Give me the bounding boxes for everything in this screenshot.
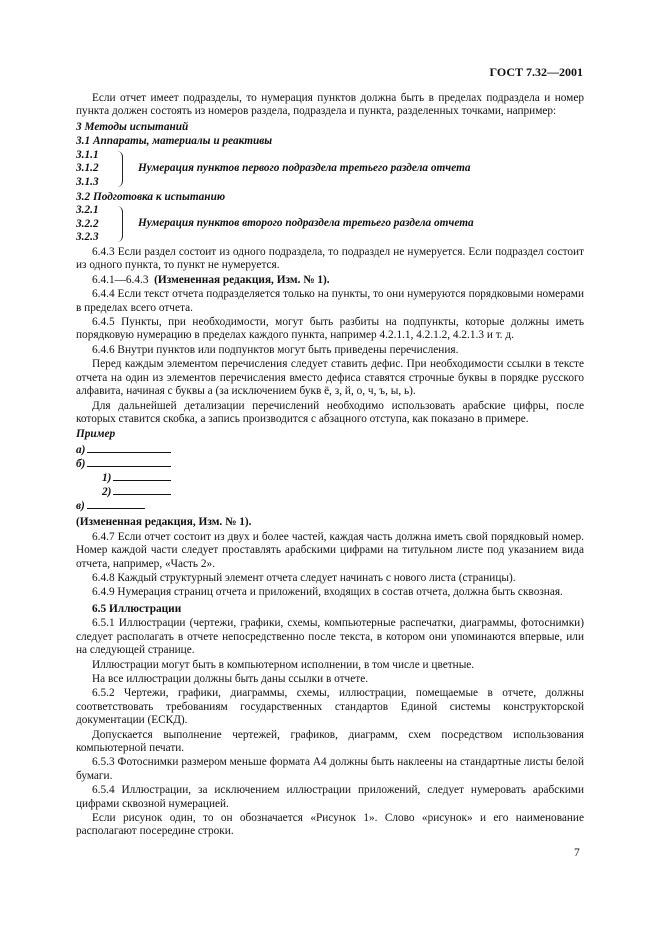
- example-num: 3.2.2: [76, 217, 99, 230]
- paragraph-6-4-4: 6.4.4 Если текст отчета подразделяется только на пункты, то они нумеруются порядковыми номерами в пределах всего отчета.: [76, 288, 584, 314]
- paragraph-6-4-8: 6.4.8 Каждый структурный элемент отчета следует начинать с нового листа (страницы).: [92, 572, 516, 585]
- paragraph: Перед каждым элементом перечисления следует ставить дефис. При необходимости ссылки в тексте отчета на один из элементов перечисления вместо дефиса ставятся строчные буквы в порядке русского алфавита, начиная с буквы а (за исключением букв ё, з, й, о, ч, ъ, ы, ь).: [76, 358, 584, 398]
- paragraph-6-4-5: 6.4.5 Пункты, при необходимости, могут быть разбиты на подпункты, которые должны иметь порядковую нумерацию в пределах каждого пункта, например 4.2.1.1, 4.2.1.2, 4.2.1.3 и т. д.: [76, 316, 584, 342]
- list-item-b2: 2): [76, 485, 584, 499]
- paragraph-6-4-3: 6.4.3 Если раздел состоит из одного подраздела, то подраздел не нумеруется. Если подраздел состоит из одного пункта, то пункт не нумеруется.: [76, 246, 584, 272]
- example-desc: Нумерация пунктов второго подраздела третьего раздела отчета: [138, 217, 474, 230]
- example-label: Пример: [76, 428, 116, 441]
- amendment-note: (Измененная редакция, Изм. № 1).: [76, 516, 252, 529]
- page-content: [76, 92, 584, 840]
- list-item-b: б): [76, 457, 584, 471]
- paragraph: Для дальнейшей детализации перечислений необходимо использовать арабские цифры, после которых ставится скобка, а запись производится с абзацного отступа, как показано в примере.: [76, 399, 584, 425]
- example-block-1: [76, 149, 584, 191]
- paragraph-6-4-7: 6.4.7 Если отчет состоит из двух и более частей, каждая часть должна иметь свой порядковый номер. Номер каждой части следует проставлять арабскими цифрами на титульном листе под указанием вида отчета, например, «Часть 2».: [76, 530, 584, 570]
- paragraph: Допускается выполнение чертежей, графиков, диаграмм, схем посредством использования компьютерной печати.: [76, 728, 584, 754]
- paragraph-6-4-6: 6.4.6 Внутри пунктов или подпунктов могут быть приведены перечисления.: [92, 343, 459, 356]
- paragraph-6-5-2: 6.5.2 Чертежи, графики, диаграммы, схемы, иллюстрации, помещаемые в отчете, должны соответствовать требованиям государственных стандартов Единой системы конструкторской документации (ЕСКД).: [76, 687, 584, 727]
- paragraph-6-5-3: 6.5.3 Фотоснимки размером меньше формата А4 должны быть наклеены на стандартные листы белой бумаги.: [76, 756, 584, 782]
- example-num: 3.2.1: [76, 204, 99, 217]
- paragraph: Если рисунок один, то он обозначается «Рисунок 1». Слово «рисунок» и его наименование располагают посередине строки.: [76, 811, 584, 838]
- example-subheading: 3.1 Аппараты, материалы и реактивы: [76, 135, 273, 148]
- amendment-note: 6.4.1—6.4.3 (Измененная редакция, Изм. № 1).: [92, 273, 330, 286]
- list-item-b1: 1): [76, 471, 584, 485]
- list-item-a: а): [76, 443, 584, 457]
- example-num: 3.2.3: [76, 231, 99, 244]
- paragraph: На все иллюстрации должны быть даны ссылки в отчете.: [92, 672, 369, 685]
- list-item-v: в): [76, 499, 584, 513]
- list-example: [76, 428, 584, 513]
- example-block-2: [76, 204, 584, 246]
- example-num: 3.1.1: [76, 148, 99, 161]
- paragraph: Иллюстрации могут быть в компьютерном исполнении, в том числе и цветные.: [92, 658, 475, 671]
- example-desc: Нумерация пунктов первого подраздела третьего раздела отчета: [138, 161, 471, 174]
- paragraph-6-5-1: 6.5.1 Иллюстрации (чертежи, графики, схемы, компьютерные распечатки, диаграммы, фотоснимки) следует располагать в отчете непосредственно после текста, в котором они упоминаются впервые, или на следующей странице.: [76, 617, 584, 657]
- page-number: 7: [574, 847, 580, 859]
- brace-icon: [116, 206, 123, 242]
- numbering-example: [76, 121, 584, 246]
- section-heading: 6.5 Иллюстрации: [92, 602, 182, 615]
- example-num: 3.1.2: [76, 162, 99, 175]
- example-num: 3.1.3: [76, 175, 99, 188]
- page-header: ГОСТ 7.32—2001: [489, 65, 583, 79]
- paragraph-6-5-4: 6.5.4 Иллюстрации, за исключением иллюстрации приложений, следует нумеровать арабскими цифрами сквозной нумерацией.: [76, 784, 584, 810]
- brace-icon: [116, 151, 123, 187]
- example-heading: 3 Методы испытаний: [76, 120, 189, 133]
- paragraph-6-4-9: 6.4.9 Нумерация страниц отчета и приложений, входящих в состав отчета, должна быть сквозная.: [92, 586, 563, 599]
- paragraph: Если отчет имеет подразделы, то нумерация пунктов должна быть в пределах подраздела и номер пункта должен состоять из номеров раздела, подраздела и пункта, разделенных точками, например:: [76, 92, 584, 118]
- example-subheading: 3.2 Подготовка к испытанию: [76, 190, 226, 203]
